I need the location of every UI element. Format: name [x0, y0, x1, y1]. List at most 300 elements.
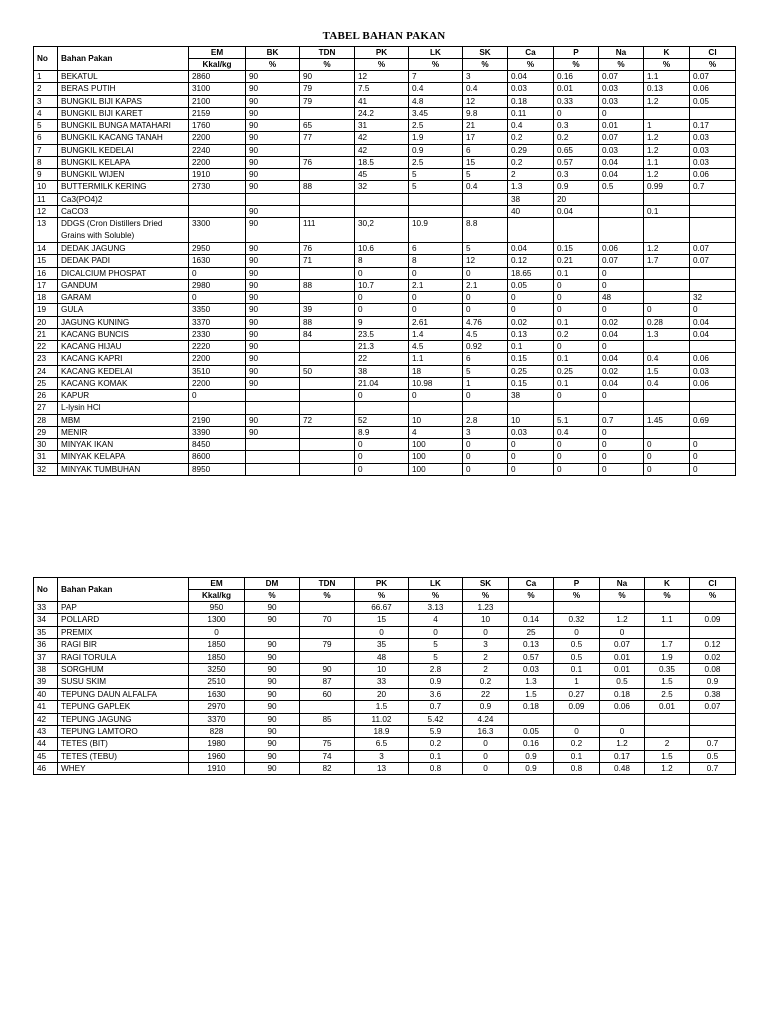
- header-k: K: [644, 47, 690, 59]
- cell-value: 5: [409, 169, 463, 181]
- cell-no: 25: [34, 377, 58, 389]
- cell-value: 0.15: [554, 243, 599, 255]
- cell-value: [409, 205, 463, 217]
- cell-no: 31: [34, 451, 58, 463]
- cell-value: 9.8: [463, 107, 508, 119]
- table-row: [34, 156, 736, 168]
- cell-bahan-pakan: MINYAK TUMBUHAN: [58, 463, 189, 475]
- header-bk: BK: [246, 47, 300, 59]
- cell-value: 0.04: [690, 328, 736, 340]
- cell-value: 3300: [189, 218, 246, 243]
- cell-no: 20: [34, 316, 58, 328]
- cell-value: [690, 713, 736, 725]
- cell-value: 0.13: [644, 83, 690, 95]
- cell-no: 26: [34, 390, 58, 402]
- header-row: [34, 578, 736, 590]
- cell-value: 0.1: [554, 267, 599, 279]
- cell-no: 32: [34, 463, 58, 475]
- cell-bahan-pakan: SUSU SKIM: [58, 676, 189, 688]
- header-unit: Kkal/kg: [189, 590, 245, 602]
- cell-no: 1: [34, 71, 58, 83]
- table-row: [34, 390, 736, 402]
- cell-value: [300, 205, 355, 217]
- cell-value: [300, 292, 355, 304]
- cell-value: 1.2: [644, 243, 690, 255]
- cell-value: 0.48: [600, 763, 645, 775]
- cell-value: [300, 353, 355, 365]
- table-row: [34, 304, 736, 316]
- cell-value: 18: [409, 365, 463, 377]
- cell-value: [246, 193, 300, 205]
- table-row: [34, 750, 736, 762]
- cell-value: 0.33: [554, 95, 599, 107]
- cell-value: 3100: [189, 83, 246, 95]
- cell-no: 11: [34, 193, 58, 205]
- cell-value: [690, 390, 736, 402]
- header-ca: Ca: [508, 47, 554, 59]
- cell-value: 1.45: [644, 414, 690, 426]
- cell-value: 0.18: [600, 688, 645, 700]
- table-row: [34, 341, 736, 353]
- header-cl: Cl: [690, 578, 736, 590]
- cell-value: 0: [554, 107, 599, 119]
- cell-value: 0.02: [599, 365, 644, 377]
- cell-value: 90: [246, 414, 300, 426]
- cell-value: 1.7: [644, 255, 690, 267]
- cell-bahan-pakan: BERAS PUTIH: [58, 83, 189, 95]
- cell-value: 72: [300, 414, 355, 426]
- cell-value: 38: [355, 365, 409, 377]
- cell-no: 33: [34, 602, 58, 614]
- cell-value: 0: [644, 451, 690, 463]
- cell-bahan-pakan: JAGUNG KUNING: [58, 316, 189, 328]
- cell-value: 90: [246, 279, 300, 291]
- cell-value: 66.67: [355, 602, 409, 614]
- cell-value: 0.06: [599, 243, 644, 255]
- cell-value: [300, 107, 355, 119]
- cell-value: 1.5: [355, 701, 409, 713]
- cell-value: 6: [409, 243, 463, 255]
- cell-bahan-pakan: RAGI BIR: [58, 639, 189, 651]
- cell-value: 1.4: [409, 328, 463, 340]
- cell-value: 0: [508, 292, 554, 304]
- cell-value: [300, 341, 355, 353]
- cell-value: 0.2: [508, 132, 554, 144]
- cell-value: 1850: [189, 639, 245, 651]
- cell-value: 15: [355, 614, 409, 626]
- cell-value: 50: [300, 365, 355, 377]
- cell-value: [300, 701, 355, 713]
- cell-value: 10: [409, 414, 463, 426]
- cell-no: 16: [34, 267, 58, 279]
- cell-value: 18.5: [355, 156, 409, 168]
- cell-value: 0: [599, 107, 644, 119]
- cell-value: 100: [409, 451, 463, 463]
- cell-bahan-pakan: DEDAK JAGUNG: [58, 243, 189, 255]
- cell-value: 5: [409, 639, 463, 651]
- cell-value: 0: [189, 267, 246, 279]
- cell-value: 11.02: [355, 713, 409, 725]
- header-unit: %: [463, 59, 508, 71]
- cell-value: 0.03: [690, 156, 736, 168]
- cell-value: 0.07: [600, 639, 645, 651]
- cell-value: 1.2: [600, 614, 645, 626]
- cell-value: [355, 193, 409, 205]
- cell-value: 0.15: [508, 353, 554, 365]
- cell-value: 0.9: [690, 676, 736, 688]
- header-cl: Cl: [690, 47, 736, 59]
- cell-value: 0.28: [644, 316, 690, 328]
- cell-value: 3: [463, 426, 508, 438]
- cell-value: 0.12: [690, 639, 736, 651]
- cell-value: 0: [355, 390, 409, 402]
- cell-value: 76: [300, 243, 355, 255]
- cell-value: 3.13: [409, 602, 463, 614]
- cell-value: 1.2: [644, 95, 690, 107]
- cell-value: 2860: [189, 71, 246, 83]
- cell-value: 0.04: [599, 328, 644, 340]
- cell-value: [645, 713, 690, 725]
- cell-value: 0.8: [409, 763, 463, 775]
- cell-value: 0.14: [509, 614, 554, 626]
- cell-value: 1910: [189, 169, 246, 181]
- cell-bahan-pakan: TEPUNG DAUN ALFALFA: [58, 688, 189, 700]
- cell-value: 5.42: [409, 713, 463, 725]
- cell-value: 0.7: [690, 763, 736, 775]
- cell-value: 0: [554, 390, 599, 402]
- cell-value: 90: [245, 688, 300, 700]
- cell-value: 0.03: [599, 83, 644, 95]
- cell-value: 6: [463, 353, 508, 365]
- cell-no: 36: [34, 639, 58, 651]
- cell-no: 3: [34, 95, 58, 107]
- cell-value: 90: [246, 426, 300, 438]
- cell-value: 0: [409, 390, 463, 402]
- cell-value: 0: [355, 267, 409, 279]
- cell-no: 17: [34, 279, 58, 291]
- header-lk: LK: [409, 578, 463, 590]
- cell-value: 0.06: [600, 701, 645, 713]
- table-row: [34, 279, 736, 291]
- cell-value: 5: [409, 651, 463, 663]
- header-bahan-pakan: Bahan Pakan: [58, 47, 189, 71]
- cell-value: 12: [463, 95, 508, 107]
- cell-no: 21: [34, 328, 58, 340]
- cell-bahan-pakan: BUNGKIL WIJEN: [58, 169, 189, 181]
- cell-value: 5.1: [554, 414, 599, 426]
- cell-value: [300, 651, 355, 663]
- cell-value: [554, 218, 599, 243]
- cell-value: 90: [300, 71, 355, 83]
- header-sk: SK: [463, 578, 509, 590]
- cell-value: 0: [690, 304, 736, 316]
- cell-value: 0.07: [690, 243, 736, 255]
- cell-value: 0: [463, 304, 508, 316]
- cell-value: 0.03: [508, 426, 554, 438]
- cell-value: 2.1: [409, 279, 463, 291]
- cell-value: 31: [355, 120, 409, 132]
- table-row: [34, 725, 736, 737]
- cell-value: 0: [599, 390, 644, 402]
- cell-value: 0.7: [690, 181, 736, 193]
- cell-value: [355, 205, 409, 217]
- cell-bahan-pakan: DDGS (Cron Distillers Dried Grains with Soluble): [58, 218, 189, 243]
- cell-value: 8: [355, 255, 409, 267]
- cell-value: 90: [246, 377, 300, 389]
- cell-no: 22: [34, 341, 58, 353]
- cell-bahan-pakan: PAP: [58, 602, 189, 614]
- cell-value: 0.69: [690, 414, 736, 426]
- cell-value: [246, 390, 300, 402]
- cell-bahan-pakan: TETES (TEBU): [58, 750, 189, 762]
- cell-value: 2.5: [645, 688, 690, 700]
- table-row: [34, 602, 736, 614]
- cell-value: 30,2: [355, 218, 409, 243]
- cell-value: 0: [463, 750, 509, 762]
- cell-value: 4: [409, 614, 463, 626]
- cell-value: 0: [355, 304, 409, 316]
- table-row: [34, 688, 736, 700]
- cell-no: 8: [34, 156, 58, 168]
- cell-no: 23: [34, 353, 58, 365]
- cell-value: 0.03: [599, 144, 644, 156]
- header-k: K: [645, 578, 690, 590]
- cell-value: 71: [300, 255, 355, 267]
- cell-value: 0.32: [554, 614, 600, 626]
- header-lk: LK: [409, 47, 463, 59]
- cell-value: 1.2: [644, 132, 690, 144]
- cell-value: 0.06: [690, 83, 736, 95]
- cell-value: 0.99: [644, 181, 690, 193]
- cell-bahan-pakan: L-lysin HCl: [58, 402, 189, 414]
- cell-value: [300, 725, 355, 737]
- cell-value: 90: [245, 763, 300, 775]
- cell-value: 0.5: [554, 651, 600, 663]
- cell-value: 0: [554, 626, 600, 638]
- cell-bahan-pakan: CaCO3: [58, 205, 189, 217]
- cell-value: 7: [409, 71, 463, 83]
- cell-value: 0: [599, 304, 644, 316]
- cell-bahan-pakan: BUNGKIL BIJI KAPAS: [58, 95, 189, 107]
- cell-value: 2980: [189, 279, 246, 291]
- cell-value: 1980: [189, 738, 245, 750]
- cell-no: 34: [34, 614, 58, 626]
- cell-value: 0.07: [599, 255, 644, 267]
- table-row: [34, 626, 736, 638]
- cell-value: 90: [246, 243, 300, 255]
- cell-value: 0: [554, 279, 599, 291]
- table-row: [34, 701, 736, 713]
- cell-value: [644, 341, 690, 353]
- cell-value: 0: [690, 463, 736, 475]
- cell-value: 90: [245, 663, 300, 675]
- cell-value: 2.8: [463, 414, 508, 426]
- cell-value: 88: [300, 316, 355, 328]
- header-unit: %: [644, 59, 690, 71]
- cell-value: 1960: [189, 750, 245, 762]
- cell-bahan-pakan: WHEY: [58, 763, 189, 775]
- cell-value: 0.9: [463, 701, 509, 713]
- cell-value: 0.9: [509, 750, 554, 762]
- header-unit: %: [409, 59, 463, 71]
- cell-value: [246, 451, 300, 463]
- cell-no: 43: [34, 725, 58, 737]
- table-row: [34, 205, 736, 217]
- cell-value: 0.5: [690, 750, 736, 762]
- table-row: [34, 267, 736, 279]
- cell-value: 950: [189, 602, 245, 614]
- cell-value: 0: [508, 463, 554, 475]
- cell-no: 41: [34, 701, 58, 713]
- cell-value: 8450: [189, 439, 246, 451]
- cell-value: [300, 390, 355, 402]
- page-title: TABEL BAHAN PAKAN: [322, 30, 446, 42]
- cell-value: 0.12: [508, 255, 554, 267]
- header-em: EM: [189, 47, 246, 59]
- cell-value: 90: [246, 181, 300, 193]
- feed-table-2: [33, 577, 736, 775]
- cell-no: 29: [34, 426, 58, 438]
- header-unit: %: [600, 590, 645, 602]
- cell-value: 0.2: [554, 328, 599, 340]
- header-unit: %: [409, 590, 463, 602]
- cell-value: 48: [599, 292, 644, 304]
- cell-value: 0: [554, 463, 599, 475]
- header-row: [34, 47, 736, 59]
- cell-value: 0: [644, 304, 690, 316]
- table-row: [34, 365, 736, 377]
- cell-value: [554, 713, 600, 725]
- cell-value: 90: [246, 255, 300, 267]
- cell-value: 0.1: [554, 750, 600, 762]
- cell-bahan-pakan: BUNGKIL KEDELAI: [58, 144, 189, 156]
- cell-value: 20: [554, 193, 599, 205]
- table-row: [34, 132, 736, 144]
- cell-value: 0.2: [409, 738, 463, 750]
- cell-value: 0.1: [554, 663, 600, 675]
- cell-no: 28: [34, 414, 58, 426]
- cell-value: [644, 218, 690, 243]
- cell-value: 2970: [189, 701, 245, 713]
- cell-value: 0.2: [508, 156, 554, 168]
- cell-value: 2: [508, 169, 554, 181]
- cell-value: [690, 107, 736, 119]
- cell-value: [599, 205, 644, 217]
- cell-value: 0.07: [690, 255, 736, 267]
- cell-value: 2: [463, 663, 509, 675]
- cell-value: 20: [355, 688, 409, 700]
- cell-value: 0.05: [509, 725, 554, 737]
- table-row: [34, 95, 736, 107]
- cell-value: 0.9: [509, 763, 554, 775]
- cell-value: [690, 626, 736, 638]
- cell-value: 0.06: [690, 377, 736, 389]
- cell-value: 1.5: [645, 676, 690, 688]
- cell-value: 8.9: [355, 426, 409, 438]
- cell-value: 90: [245, 639, 300, 651]
- cell-value: 0: [599, 426, 644, 438]
- cell-value: [644, 107, 690, 119]
- cell-value: [300, 626, 355, 638]
- cell-value: 35: [355, 639, 409, 651]
- cell-value: 0.57: [554, 156, 599, 168]
- cell-value: 24.2: [355, 107, 409, 119]
- table-row: [34, 426, 736, 438]
- cell-value: 0.01: [554, 83, 599, 95]
- header-na: Na: [600, 578, 645, 590]
- table-row: [34, 414, 736, 426]
- cell-value: [599, 402, 644, 414]
- header-pk: PK: [355, 578, 409, 590]
- cell-value: 0.02: [599, 316, 644, 328]
- cell-bahan-pakan: Ca3(PO4)2: [58, 193, 189, 205]
- cell-value: 2159: [189, 107, 246, 119]
- cell-value: [644, 390, 690, 402]
- cell-value: [690, 279, 736, 291]
- cell-value: 2.61: [409, 316, 463, 328]
- cell-value: 0.04: [508, 71, 554, 83]
- cell-no: 35: [34, 626, 58, 638]
- cell-value: 0.2: [463, 676, 509, 688]
- cell-value: [690, 341, 736, 353]
- header-unit: %: [300, 59, 355, 71]
- cell-value: 2.5: [409, 120, 463, 132]
- cell-value: 0.13: [509, 639, 554, 651]
- cell-value: 0.04: [554, 205, 599, 217]
- cell-value: [463, 402, 508, 414]
- cell-no: 7: [34, 144, 58, 156]
- cell-value: 2190: [189, 414, 246, 426]
- cell-value: 82: [300, 763, 355, 775]
- cell-value: [300, 402, 355, 414]
- cell-value: 0: [554, 451, 599, 463]
- cell-value: 79: [300, 83, 355, 95]
- cell-value: 1.2: [600, 738, 645, 750]
- cell-value: [300, 377, 355, 389]
- cell-value: 0: [355, 626, 409, 638]
- cell-value: 0: [554, 725, 600, 737]
- cell-value: 0: [644, 439, 690, 451]
- table-row: [34, 144, 736, 156]
- cell-value: [690, 602, 736, 614]
- cell-bahan-pakan: BUNGKIL BIJI KARET: [58, 107, 189, 119]
- cell-value: [300, 267, 355, 279]
- header-unit: %: [300, 590, 355, 602]
- cell-value: 0.07: [690, 71, 736, 83]
- cell-value: 84: [300, 328, 355, 340]
- cell-value: 0: [599, 267, 644, 279]
- cell-value: 4.5: [463, 328, 508, 340]
- cell-value: 8: [409, 255, 463, 267]
- cell-value: 8600: [189, 451, 246, 463]
- cell-bahan-pakan: KACANG HIJAU: [58, 341, 189, 353]
- table-row: [34, 353, 736, 365]
- cell-value: 2330: [189, 328, 246, 340]
- cell-value: 3: [463, 639, 509, 651]
- cell-bahan-pakan: DICALCIUM PHOSPAT: [58, 267, 189, 279]
- cell-value: 10: [508, 414, 554, 426]
- cell-value: 1.5: [509, 688, 554, 700]
- cell-value: 0.03: [690, 365, 736, 377]
- cell-value: 4.5: [409, 341, 463, 353]
- cell-value: 0.04: [690, 316, 736, 328]
- cell-value: 22: [355, 353, 409, 365]
- cell-no: 42: [34, 713, 58, 725]
- cell-bahan-pakan: KACANG KAPRI: [58, 353, 189, 365]
- cell-value: 0: [690, 439, 736, 451]
- cell-value: 2: [645, 738, 690, 750]
- cell-value: 3370: [189, 713, 245, 725]
